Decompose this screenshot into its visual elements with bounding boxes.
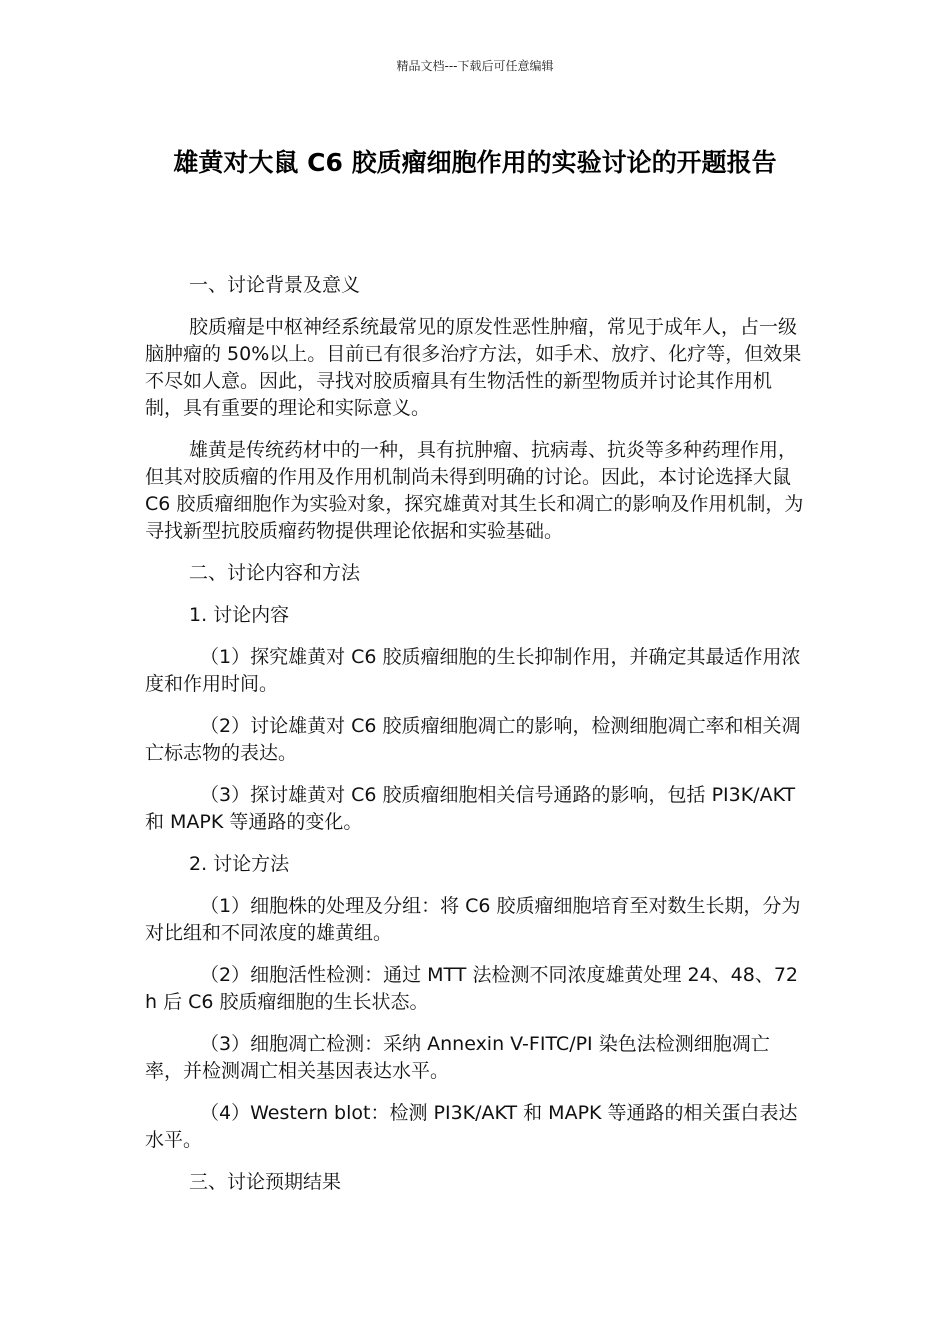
page-header-note: 精品文档---下载后可任意编辑 [396,59,554,73]
document-title: 雄黄对大鼠 C6 胶质瘤细胞作用的实验讨论的开题报告 [173,148,777,177]
section-heading-expected-results: 三、讨论预期结果 [189,1171,342,1193]
method-item-1: （1）细胞株的处理及分组：将 C6 胶质瘤细胞培育至对数生长期，分为对比组和不同浓度的雄黄组。 [145,895,801,944]
method-item-4: （4）Western blot：检测 PI3K/AKT 和 MAPK 等通路的相关蛋白表达水平。 [145,1102,798,1151]
content-item-3: （3）探讨雄黄对 C6 胶质瘤细胞相关信号通路的影响，包括 PI3K/AKT 和 MAPK 等通路的变化。 [145,784,796,833]
content-item-1: （1）探究雄黄对 C6 胶质瘤细胞的生长抑制作用，并确定其最适作用浓度和作用时间。 [145,646,801,695]
section-heading-background: 一、讨论背景及意义 [189,274,361,296]
subsection-heading-content: 1. 讨论内容 [189,604,290,626]
paragraph-realgar-intro: 雄黄是传统药材中的一种，具有抗肿瘤、抗病毒、抗炎等多种药理作用，但其对胶质瘤的作用及作用机制尚未得到明确的讨论。因此，本讨论选择大鼠 C6 胶质瘤细胞作为实验对象，探究雄黄对其生长和凋亡的影响及作用机制，为寻找新型抗胶质瘤药物提供理论依据和实验基础。 [145,439,804,542]
document-body [145,272,805,1211]
method-item-2: （2）细胞活性检测：通过 MTT 法检测不同浓度雄黄处理 24、48、72 h 后 C6 胶质瘤细胞的生长状态。 [145,964,799,1013]
paragraph-glioma-intro: 胶质瘤是中枢神经系统最常见的原发性恶性肿瘤，常见于成年人，占一级脑肿瘤的 50%以上。目前已有很多治疗方法，如手术、放疗、化疗等，但效果不尽如人意。因此，寻找对胶质瘤具有生物活性的新型物质并讨论其作用机制，具有重要的理论和实际意义。 [145,316,802,419]
subsection-heading-methods: 2. 讨论方法 [189,853,290,875]
method-item-3: （3）细胞凋亡检测：采纳 Annexin V-FITC/PI 染色法检测细胞凋亡率，并检测凋亡相关基因表达水平。 [145,1033,770,1082]
content-item-2: （2）讨论雄黄对 C6 胶质瘤细胞凋亡的影响，检测细胞凋亡率和相关凋亡标志物的表达。 [145,715,801,764]
section-heading-content-methods: 二、讨论内容和方法 [189,562,361,584]
